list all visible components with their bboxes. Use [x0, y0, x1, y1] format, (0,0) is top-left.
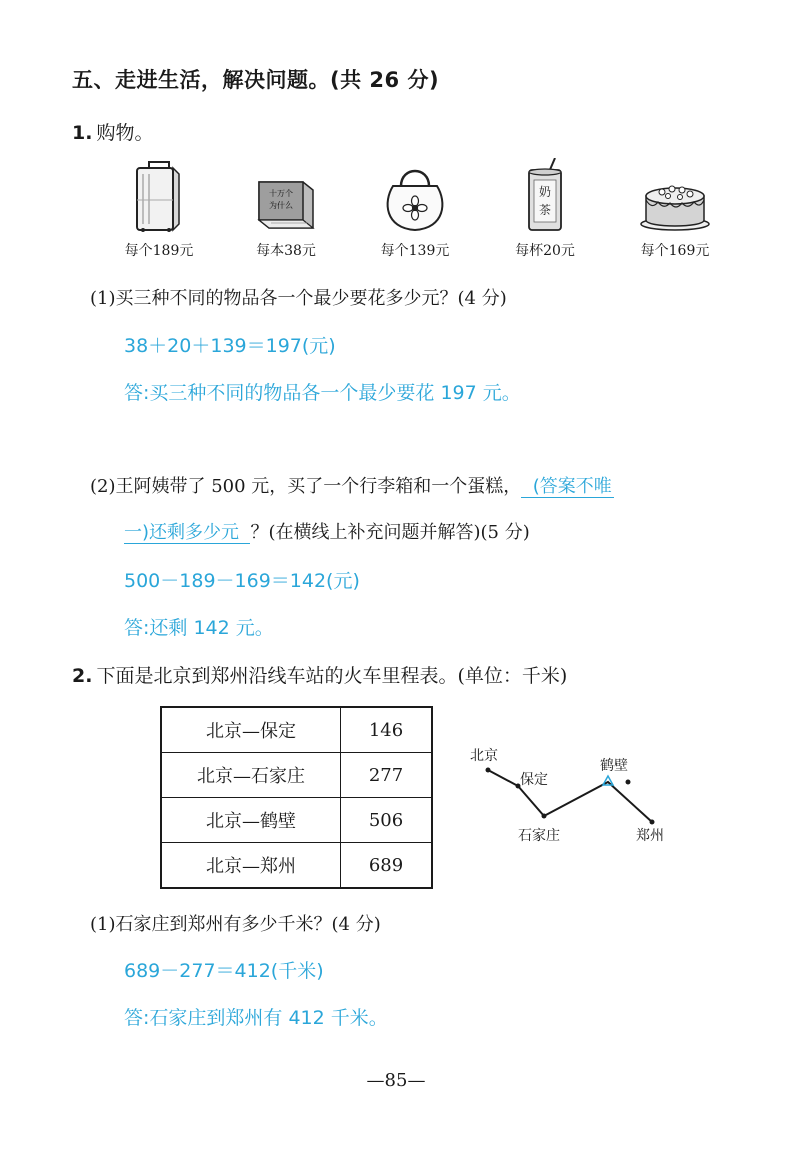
- question-1-title: [72, 118, 153, 145]
- table-cell-route: 北京—鹤壁: [162, 798, 341, 843]
- station-label-shijiazhuang: 石家庄: [518, 828, 560, 844]
- item-handbag: [360, 160, 470, 260]
- handbag-icon: [381, 162, 449, 232]
- distance-table: [160, 706, 433, 889]
- q1-sub2-answer: 答:还剩 142 元。: [124, 617, 274, 639]
- station-dot: [626, 780, 631, 785]
- q1-sub2-question-line1: [90, 472, 614, 498]
- station-label-hebi: 鹤壁: [600, 758, 628, 774]
- q1-sub2-question-part1: (2)王阿姨带了 500 元，买了一个行李箱和一个蛋糕，: [90, 476, 522, 497]
- station-dot: [542, 814, 547, 819]
- cup-text-1: 奶: [538, 185, 552, 199]
- station-dot: [486, 768, 491, 773]
- cake-icon: [638, 176, 712, 232]
- suitcase-icon: [129, 160, 189, 232]
- cup-text-2: 茶: [538, 203, 552, 217]
- item-price: 每个169元: [640, 243, 710, 259]
- table-cell-km: 146: [341, 708, 432, 753]
- section-title: 五、走进生活，解决问题。(共 26 分): [72, 68, 440, 92]
- question-2-number: 2.: [72, 665, 93, 687]
- q2-sub1-question: (1)石家庄到郑州有多少千米？(4 分): [90, 914, 381, 935]
- q1-sub2-equation: 500－189－169＝142(元): [124, 570, 360, 592]
- page-number: —85—: [366, 1070, 426, 1091]
- question-2-title: [72, 661, 567, 688]
- table-row: [162, 708, 431, 753]
- q2-sub1-answer: 答:石家庄到郑州有 412 千米。: [124, 1007, 388, 1029]
- item-suitcase: [104, 160, 214, 260]
- route-map: [460, 740, 680, 850]
- station-label-zhengzhou: 郑州: [636, 828, 664, 844]
- table-cell-route: 北京—保定: [162, 708, 341, 753]
- book-cover-text-1: 十万个: [269, 189, 293, 198]
- station-label-baoding: 保定: [520, 772, 548, 788]
- q1-sub2-blank-part2: 一)还剩多少元: [124, 522, 251, 543]
- table-row: [162, 753, 431, 798]
- item-book: [231, 160, 341, 260]
- q1-sub2-question-line2: [124, 518, 530, 544]
- item-price: 每本38元: [256, 243, 316, 259]
- q1-sub2-blank-part1: (答案不唯: [521, 476, 612, 497]
- question-1-text: 购物。: [96, 122, 154, 144]
- table-cell-km: 506: [341, 798, 432, 843]
- table-cell-route: 北京—郑州: [162, 843, 341, 888]
- q1-sub2-question-part2: ？(在横线上补充问题并解答)(5 分): [250, 522, 530, 543]
- table-cell-km: 277: [341, 753, 432, 798]
- milk-tea-cup-icon: [523, 158, 567, 232]
- q1-sub1-equation: 38＋20＋139＝197(元): [124, 335, 336, 357]
- item-price: 每杯20元: [515, 243, 575, 259]
- table-row: [162, 798, 431, 843]
- station-dot: [650, 820, 655, 825]
- table-cell-km: 689: [341, 843, 432, 888]
- table-row: [162, 843, 431, 888]
- item-price: 每个139元: [380, 243, 450, 259]
- station-label-beijing: 北京: [470, 748, 498, 764]
- item-cake: [620, 160, 730, 260]
- q2-sub1-equation: 689－277＝412(千米): [124, 960, 324, 982]
- triangle-marker-icon: [603, 776, 613, 785]
- question-2-text: 下面是北京到郑州沿线车站的火车里程表。(单位：千米): [96, 665, 568, 687]
- question-1-number: 1.: [72, 122, 93, 144]
- table-cell-route: 北京—石家庄: [162, 753, 341, 798]
- item-milk-tea: [490, 160, 600, 260]
- book-icon: [253, 176, 319, 232]
- item-price: 每个189元: [124, 243, 194, 259]
- q1-sub1-answer: 答:买三种不同的物品各一个最少要花 197 元。: [124, 382, 521, 404]
- q1-sub1-question: (1)买三种不同的物品各一个最少要花多少元？(4 分): [90, 288, 507, 309]
- book-cover-text-2: 为什么: [269, 201, 293, 210]
